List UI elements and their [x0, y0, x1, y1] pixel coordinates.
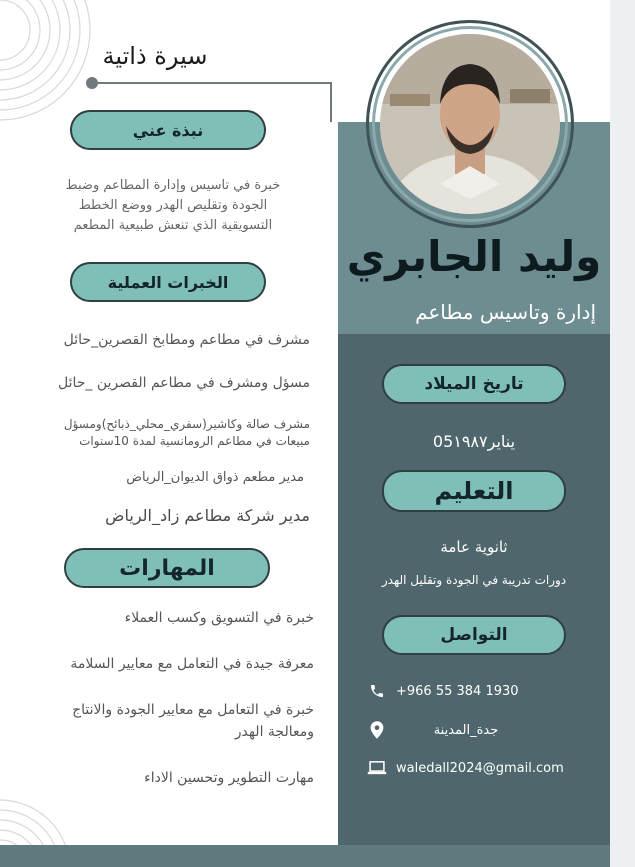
contact-location-row	[366, 718, 536, 742]
page-margin	[610, 0, 635, 867]
person-role: إدارة وتاسيس مطاعم	[415, 300, 596, 324]
about-line: خبرة في تاسيس وإدارة المطاعم وضبط	[65, 178, 281, 193]
experience-item: مدير شركة مطاعم زاد_الرياض	[105, 506, 310, 525]
about-line: الجودة وتقليص الهدر ووضع الخطط	[78, 198, 268, 213]
page-title: سيرة ذاتية	[102, 42, 208, 70]
bottom-bar	[0, 845, 610, 867]
about-line: التسويقية الذي تنعش طبيعية المطعم	[73, 218, 273, 233]
title-underline	[92, 82, 332, 84]
birth-heading: تاريخ الميلاد	[382, 364, 566, 404]
contact-heading: التواصل	[382, 615, 566, 655]
experience-item: مشرف في مطاعم ومطابخ القصرين_حائل	[63, 332, 310, 348]
education-courses: دورات تدريبة في الجودة وتقليل الهدر	[381, 573, 567, 587]
location-pin-icon	[366, 721, 388, 739]
birth-date: 05يناير١٩٨٧	[432, 432, 516, 451]
contact-email-row	[366, 756, 564, 780]
experience-item: مبيعات في مطاعم الرومانسية لمدة 10سنوات	[79, 434, 310, 448]
title-connector	[330, 82, 332, 122]
person-name: وليد الجابري	[346, 232, 602, 281]
skill-item: ومعالجة الهدر	[234, 724, 314, 740]
laptop-icon	[366, 760, 388, 776]
skill-item: خبرة في التسويق وكسب العملاء	[124, 610, 314, 626]
skill-item: مهارت التطوير وتحسين الاداء	[144, 770, 314, 786]
education-heading: التعليم	[382, 470, 566, 512]
experience-heading: الخبرات العملية	[70, 262, 266, 302]
experience-item: مسؤل ومشرف في مطاعم القصرين _حائل	[58, 375, 310, 391]
contact-phone[interactable]: +966 55 384 1930	[396, 683, 519, 699]
contact-email[interactable]: waledall2024@gmail.com	[396, 760, 564, 776]
experience-item: مشرف صالة وكاشير(سفري_محلي_ذبائح)ومسؤل	[63, 417, 310, 431]
side-panel	[338, 334, 610, 867]
person-portrait-icon	[380, 34, 560, 214]
about-text	[20, 176, 326, 236]
title-dot	[86, 77, 98, 89]
skills-heading: المهارات	[64, 548, 270, 588]
skill-item: خبرة في التعامل مع معايير الجودة والانتاج	[72, 702, 314, 718]
contact-phone-row	[366, 679, 519, 703]
phone-icon	[366, 683, 388, 699]
skill-item: معرفة جيدة في التعامل مع معايير السلامة	[70, 656, 314, 672]
experience-item: مدير مطعم ذواق الديوان_الرياض	[126, 470, 304, 485]
profile-photo	[380, 34, 560, 214]
education-degree: ثانوية عامة	[440, 538, 508, 556]
contact-location: جدة_المدينة	[433, 722, 499, 738]
about-heading: نبذة عني	[70, 110, 266, 150]
